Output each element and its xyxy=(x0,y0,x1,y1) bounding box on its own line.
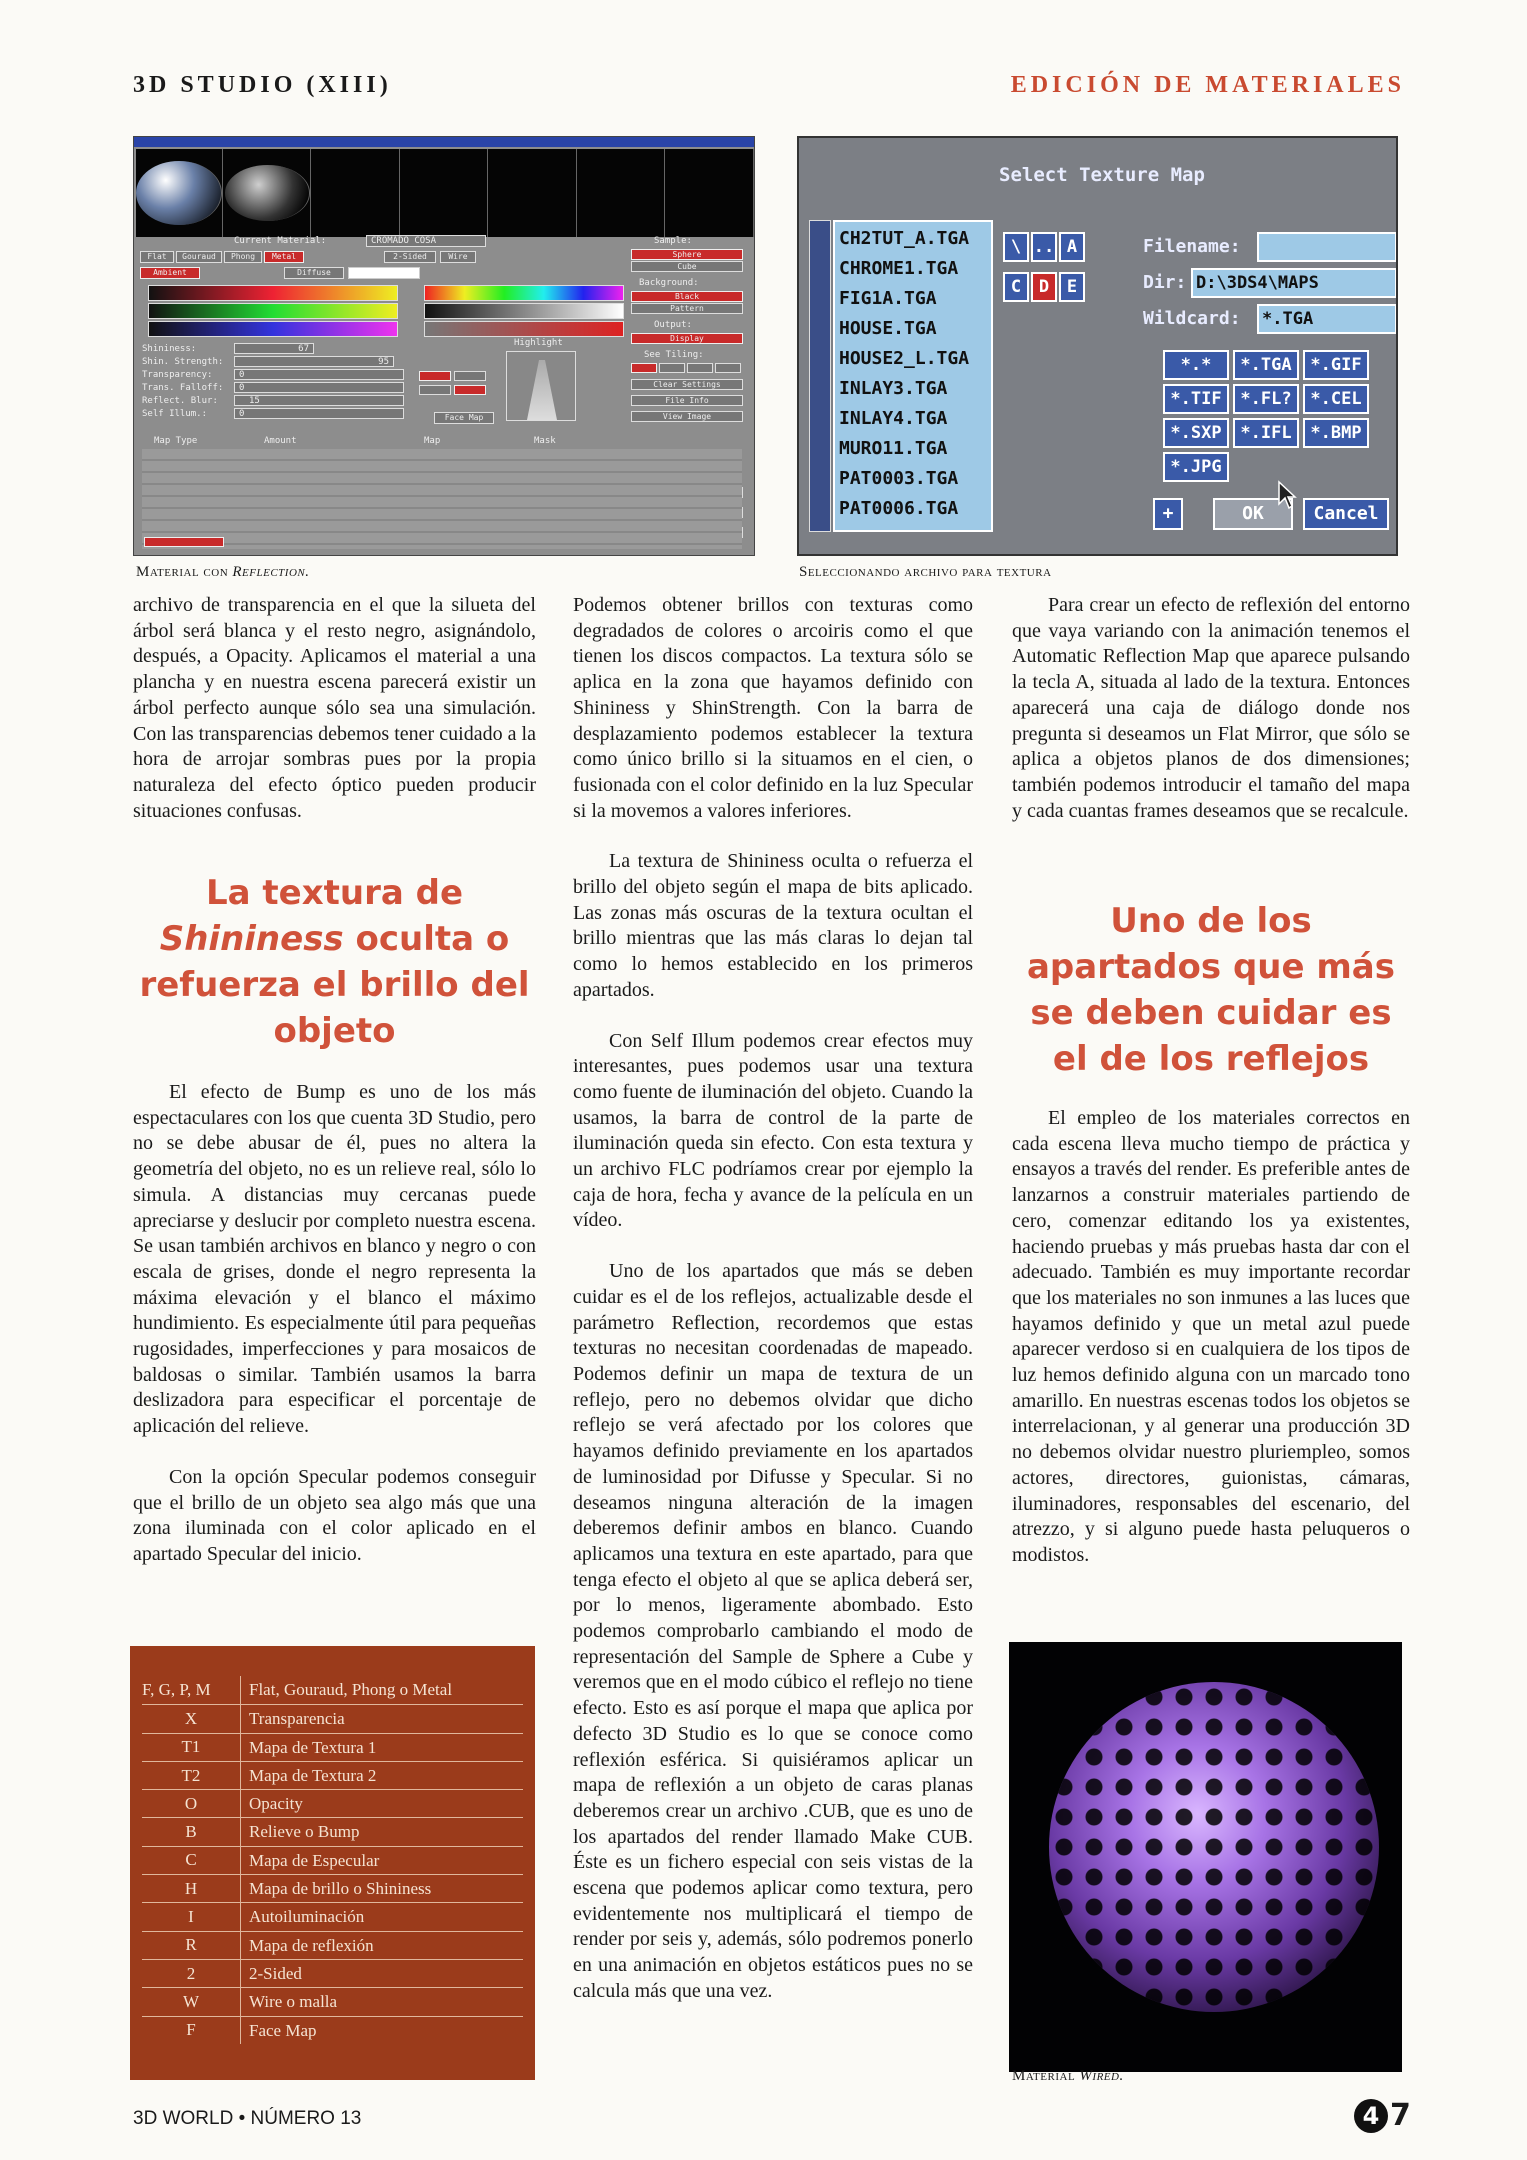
trans-falloff-value[interactable]: 0 xyxy=(234,382,404,393)
sample-slot xyxy=(402,149,489,237)
running-header-right: EDICIÓN DE MATERIALES xyxy=(1010,72,1405,98)
green-slider[interactable] xyxy=(148,303,398,319)
table-value: Face Map xyxy=(240,2017,523,2044)
mask-header: Mask xyxy=(534,436,556,446)
table-row xyxy=(142,1676,523,1704)
table-value: Relieve o Bump xyxy=(240,1818,523,1845)
cancel-button[interactable]: Cancel xyxy=(1303,498,1389,530)
ext-gif-button[interactable]: *.GIF xyxy=(1303,350,1369,380)
table-key: I xyxy=(188,1907,194,1927)
pull-quote-shininess xyxy=(133,870,536,1054)
caption-material-wired xyxy=(1012,2068,1124,2085)
table-key: R xyxy=(185,1935,197,1955)
paragraph: Con Self Illum podemos crear efectos muy interesantes, pues podemos usar una textura como fuente de iluminación del objeto. Cuando la usamos, la barra de control de la parte de iluminación queda sin efecto. Con esta textura y un archivo FLC podríamos crear por ejemplo la caja de hora, fecha y avance de la película en un vídeo. xyxy=(573,1029,973,1232)
page-digit: 7 xyxy=(1390,2098,1411,2133)
red-slider[interactable] xyxy=(148,285,398,301)
clear-settings-button[interactable]: Clear Settings xyxy=(631,379,743,390)
tiling-3x3[interactable] xyxy=(687,363,713,373)
drive-e-button[interactable]: E xyxy=(1059,272,1085,302)
file-item[interactable]: CHROME1.TGA xyxy=(839,258,959,279)
saturation-slider[interactable] xyxy=(424,321,624,337)
current-material-label: Current Material: xyxy=(234,236,327,246)
map-type-header: Map Type xyxy=(154,436,198,446)
table-row xyxy=(142,1704,523,1732)
mouse-cursor-icon xyxy=(1277,480,1297,510)
transparency-label: Transparency: xyxy=(142,370,213,380)
drive-a-button[interactable]: A xyxy=(1059,232,1085,262)
table-value: Flat, Gouraud, Phong o Metal xyxy=(240,1676,523,1704)
paragraph: Para crear un efecto de reflexión del entorno que vaya variando con la animación tenemos el Automatic Reflection Map que aparece pulsando la tecla A, situada al lado de la textura. Entonces aparecerá una caja de diálogo donde nos pregunta si deseamos un Flat Mirror, que sólo se aplica a objetos planos de dos dimensiones; también podemos introducir el tamaño del mapa y cada cuantas frames deseamos que se recalcule. xyxy=(1012,594,1410,822)
file-item[interactable]: HOUSE.TGA xyxy=(839,318,937,339)
table-key: O xyxy=(184,1793,198,1813)
pull-quote-text: oculta o refuerza el brillo del objeto xyxy=(139,919,530,1051)
self-illum-value[interactable]: 0 xyxy=(234,408,404,419)
shading-metal[interactable]: Metal xyxy=(264,251,304,263)
table-row xyxy=(142,1733,523,1761)
two-sided-button[interactable]: 2-Sided xyxy=(384,251,436,263)
paragraph: La textura de Shininess oculta o refuerza el brillo del objeto según el mapa de bits aplicado. Las zonas más oscuras de la textura ocultan el brillo mientras que las más claras lo dejan tal como lo hemos establecido en los primeros apartados. xyxy=(573,850,973,1001)
output-label: Output: xyxy=(654,320,692,330)
dir-input[interactable]: D:\3DS4\MAPS xyxy=(1191,268,1397,298)
wired-sphere-image xyxy=(1009,1642,1402,2072)
table-row xyxy=(142,1959,523,1987)
highlight-label: Highlight xyxy=(514,338,563,348)
trans-falloff-label: Trans. Falloff: xyxy=(142,383,224,393)
table-row xyxy=(142,1874,523,1902)
tiling-4x4[interactable] xyxy=(715,363,741,373)
table-value: 2-Sided xyxy=(240,1960,523,1987)
table-row xyxy=(142,1789,523,1817)
parent-dir-button[interactable]: .. xyxy=(1031,232,1057,262)
tiling-1x1[interactable] xyxy=(631,363,657,373)
ext-sxp-button[interactable]: *.SXP xyxy=(1163,418,1229,448)
sample-slot xyxy=(579,149,666,237)
paragraph: Podemos obtener brillos con texturas como degradados de colores o arcoiris como el que tienen los discos compactos. La textura sólo se aplica en la zona que hayamos definido con Shininess y ShinStrength. Con la barra de desplazamiento podemos establecer la textura como único brillo si la situamos en el cien, o fusionada con el color definido en la luz Specular si la movemos a valores inferiores. xyxy=(573,594,973,822)
file-item[interactable]: INLAY3.TGA xyxy=(839,378,948,399)
file-item[interactable]: PAT0003.TGA xyxy=(839,468,959,489)
sample-slot xyxy=(313,149,400,237)
paragraph: archivo de transparencia en el que la silueta del árbol será blanca y el resto negro, asignándolo, después, a Opacity. Aplicamos el material a una plancha y en nuestra escena parecerá existir un árbol perfecto aunque sólo sea una simulación. Con las transparencias debemos tener cuidado a la hora de arrojar sombras pues por la propia naturaleza del efecto óptico pueden producir situaciones confusas. xyxy=(133,594,536,822)
drive-c-button[interactable]: C xyxy=(1003,272,1029,302)
pull-quote-reflejos: Uno de los apartados que más se deben cuidar es el de los reflejos xyxy=(1026,901,1395,1079)
pull-quote-text: La textura de xyxy=(205,873,464,913)
sample-slot xyxy=(225,149,312,237)
amount-header: Amount xyxy=(264,436,297,446)
file-item[interactable]: CH2TUT_A.TGA xyxy=(839,228,970,249)
file-item[interactable]: INLAY4.TGA xyxy=(839,408,948,429)
ext-ifl-button[interactable]: *.IFL xyxy=(1233,418,1299,448)
table-value: Mapa de Textura 2 xyxy=(240,1762,523,1789)
ext-tga-button[interactable]: *.TGA xyxy=(1233,350,1299,380)
highlight-curve xyxy=(506,351,576,421)
sample-slot xyxy=(490,149,577,237)
wildcard-input[interactable]: *.TGA xyxy=(1257,304,1397,334)
view-image-button[interactable]: View Image xyxy=(631,411,743,422)
table-row xyxy=(142,1902,523,1930)
luminance-slider[interactable] xyxy=(424,303,624,319)
column-3-lower xyxy=(1012,1106,1410,1594)
add-button[interactable] xyxy=(454,371,486,381)
output-display[interactable]: Display xyxy=(631,333,743,344)
caption-text: Material con xyxy=(136,564,233,580)
sample-slots xyxy=(136,149,754,237)
table-row xyxy=(142,1931,523,1959)
sub-button[interactable] xyxy=(419,371,451,381)
see-tiling-label: See Tiling: xyxy=(644,350,704,360)
table-value: Mapa de Especular xyxy=(240,1847,523,1874)
column-3 xyxy=(1012,593,1410,849)
shininess-label: Shininess: xyxy=(142,344,197,354)
face-map-button[interactable]: Face Map xyxy=(434,412,494,424)
diffuse-button[interactable]: Diffuse xyxy=(284,267,344,279)
table-key: H xyxy=(184,1878,198,1898)
caption-italic: Reflection. xyxy=(232,564,310,580)
select-texture-map-screenshot xyxy=(797,136,1398,556)
sample-cube[interactable]: Cube xyxy=(631,261,743,272)
tiling-2x2[interactable] xyxy=(659,363,685,373)
pull-quote-italic: Shininess xyxy=(159,919,344,959)
file-item[interactable]: MURO11.TGA xyxy=(839,438,948,459)
hue-slider[interactable] xyxy=(424,285,624,301)
self-illum-label: Self Illum.: xyxy=(142,409,208,419)
sample-slot xyxy=(136,149,223,237)
table-row xyxy=(142,1846,523,1874)
root-dir-button[interactable]: \ xyxy=(1003,232,1029,262)
paragraph: El efecto de Bump es uno de los más espectaculares con los que cuenta 3D Studio, pero no se debe abusar de él, pues no altera la geometría del objeto, no es un relieve real, sólo lo simula. A distancias muy cercanas puede apreciarse y deslucir por completo nuestra escena. Se usan también archivos en blanco y negro o con escala de grises, donde el negro representa la máxima elevación y el blanco el máximo hundimiento. Es especialmente útil para pequeñas rugosidades, imperfecciones y para mosaicos de baldosas o similar. También usamos la barra deslizadora para especificar el porcentaje de aplicación del relieve. xyxy=(133,1081,536,1438)
blue-slider[interactable] xyxy=(148,321,398,337)
dialog-title: Select Texture Map xyxy=(999,164,1205,186)
wire-button[interactable]: Wire xyxy=(440,251,476,263)
plus-button[interactable]: + xyxy=(1153,498,1183,530)
table-row xyxy=(142,1817,523,1845)
file-item[interactable]: FIG1A.TGA xyxy=(839,288,937,309)
background-label: Background: xyxy=(639,278,699,288)
ext-jpg-button[interactable]: *.JPG xyxy=(1163,452,1229,482)
drive-d-button[interactable]: D xyxy=(1031,272,1057,302)
table-key: C xyxy=(185,1850,197,1870)
caption-select-file: Seleccionando archivo para textura xyxy=(799,564,1052,580)
reflect-blur-label: Reflect. Blur: xyxy=(142,396,218,406)
background-pattern[interactable]: Pattern xyxy=(631,303,743,314)
material-editor-screenshot xyxy=(133,136,755,556)
caption-text: Material xyxy=(1012,2068,1080,2084)
reflection-map-row[interactable] xyxy=(144,537,224,547)
shading-phong[interactable]: Phong xyxy=(224,251,262,263)
ext-all-button[interactable]: *.* xyxy=(1163,350,1229,380)
table-value: Opacity xyxy=(240,1790,523,1817)
table-key: W xyxy=(182,1991,200,2011)
editor-titlebar xyxy=(134,137,754,147)
caption-italic: Wired. xyxy=(1079,2068,1124,2084)
in-button[interactable] xyxy=(419,385,451,395)
ext-fl-button[interactable]: *.FL? xyxy=(1233,384,1299,414)
chrome-sphere-image xyxy=(136,161,222,225)
dark-sphere-image xyxy=(225,165,311,221)
shininess-value[interactable]: 67 xyxy=(234,343,314,354)
sample-label: Sample: xyxy=(654,236,692,246)
table-key: 2 xyxy=(186,1963,196,1983)
page-digit-circled: 4 xyxy=(1354,2099,1388,2133)
paragraph: Uno de los apartados que más se deben cuidar es el de los reflejos, actualizable desde el parámetro Reflection, recordemos que estas texturas no necesitan coordenadas de mapeado. Podemos definir un mapa de textura de un reflejo, pero no debemos olvidar que dicho reflejo se verá afectado por los colores que hayamos definido previamente en los apartados de luminosidad por Difusse y Specular. Si no deseamos ninguna alteración de la imagen deberemos definir ambos en blanco. Cuando aplicamos una textura en este apartado, para que tenga efecto el objeto al que se aplica deberá ser, por lo menos, ligeramente abombado. Esto podemos comprobarlo cambiando el modo de representación del Sample de Sphere a Cube y veremos que en el modo cúbico el reflejo no tiene efecto. Esto es así porque el mapa que aplica por defecto 3D Studio es lo que se conoce como reflexión esférica. Si quisiéramos aplicar un mapa de reflexión a un objeto de caras planas deberemos crear un archivo .CUB, que es uno de los apartados del render llamado Make CUB. Éste es un fichero especial con seis vistas de la escena que podemos aplicar como textura, pero evidentemente nos multiplicará el tiempo de render por seis y, además, sólo podremos ponerlo en una animación en objetos estáticos pues no se calcula más que una vez. xyxy=(573,1260,973,2002)
table-row xyxy=(142,1761,523,1789)
color-swatch xyxy=(348,267,420,279)
ext-bmp-button[interactable]: *.BMP xyxy=(1303,418,1369,448)
filename-input[interactable] xyxy=(1257,232,1397,262)
table-key: B xyxy=(185,1822,197,1842)
transparency-value[interactable]: 0 xyxy=(234,369,404,380)
column-1 xyxy=(133,593,536,849)
table-row xyxy=(142,2016,523,2044)
shortcut-table xyxy=(130,1646,535,2080)
map-rows xyxy=(142,449,742,549)
paragraph: Con la opción Specular podemos conseguir que el brillo de un objeto sea algo más que una zona iluminada con el color aplicado en el apartado Specular del inicio. xyxy=(133,1465,536,1565)
shading-flat[interactable]: Flat xyxy=(140,251,174,263)
column-1-lower xyxy=(133,1080,536,1593)
out-button[interactable] xyxy=(454,385,486,395)
table-value: Mapa de Textura 1 xyxy=(240,1734,523,1761)
table-key: X xyxy=(184,1708,198,1728)
paragraph: El empleo de los materiales correctos en cada escena lleva mucho tiempo de práctica y ensayos a través del render. Es preferible antes de lanzarnos a construir materiales partiendo de cero, comenzar editando los ya existentes, haciendo pruebas y más pruebas hasta dar con el adecuado. También es muy importante recordar que los materiales no son inmunes a las luces que hayamos definido y que un metal azul puede aparecer verdoso si en cualquiera de los tipos de luz hemos definido alguna con un marcado tono amarillo. En nuestras escenas todos los objetos se interrelacionan, y al generar una producción 3D no debemos olvidar nuestro pluriempleo, somos actores, directores, guionistas, cámaras, iluminadores, responsables del escenario, del atrezzo, y si alguno puede hasta peluqueros o modistos. xyxy=(1012,1107,1410,1566)
file-list[interactable] xyxy=(833,220,993,532)
file-item[interactable]: HOUSE2_L.TGA xyxy=(839,348,970,369)
ambient-button[interactable]: Ambient xyxy=(140,267,200,279)
file-list-scrollbar[interactable] xyxy=(809,220,831,532)
wire-grid-overlay xyxy=(1049,1682,1379,2012)
table-value: Wire o malla xyxy=(240,1988,523,2015)
sample-sphere[interactable]: Sphere xyxy=(631,249,743,260)
current-material-name[interactable]: CROMADO COSA xyxy=(366,235,486,247)
column-2 xyxy=(573,593,973,2030)
map-header: Map xyxy=(424,436,441,446)
page-number xyxy=(1354,2098,1411,2133)
shin-strength-value[interactable]: 95 xyxy=(234,356,394,367)
file-info-button[interactable]: File Info xyxy=(631,395,743,406)
background-black[interactable]: Black xyxy=(631,291,743,302)
ok-button[interactable]: OK xyxy=(1213,498,1293,530)
file-item[interactable]: PAT0006.TGA xyxy=(839,498,959,519)
wildcard-label: Wildcard: xyxy=(1143,308,1241,329)
filename-label: Filename: xyxy=(1143,236,1241,257)
table-value: Autoiluminación xyxy=(240,1903,523,1930)
table-key: T1 xyxy=(181,1737,201,1757)
table-key: T2 xyxy=(181,1765,201,1785)
caption-material-reflection xyxy=(136,564,309,581)
dir-label: Dir: xyxy=(1143,272,1187,293)
ext-tif-button[interactable]: *.TIF xyxy=(1163,384,1229,414)
table-row xyxy=(142,1987,523,2015)
sample-slot xyxy=(667,149,754,237)
table-value: Transparencia xyxy=(240,1705,523,1732)
table-key: F xyxy=(186,2020,196,2040)
shading-gouraud[interactable]: Gouraud xyxy=(176,251,222,263)
reflect-blur-value[interactable]: 15 xyxy=(234,395,404,406)
running-header-left: 3D STUDIO (XIII) xyxy=(133,72,392,98)
table-value: Mapa de reflexión xyxy=(240,1932,523,1959)
table-value: Mapa de brillo o Shininess xyxy=(240,1875,523,1902)
ext-cel-button[interactable]: *.CEL xyxy=(1303,384,1369,414)
shin-strength-label: Shin. Strength: xyxy=(142,357,224,367)
footer-magazine: 3D WORLD • NÚMERO 13 xyxy=(133,2108,362,2129)
table-key: F, G, P, M xyxy=(142,1680,211,1700)
